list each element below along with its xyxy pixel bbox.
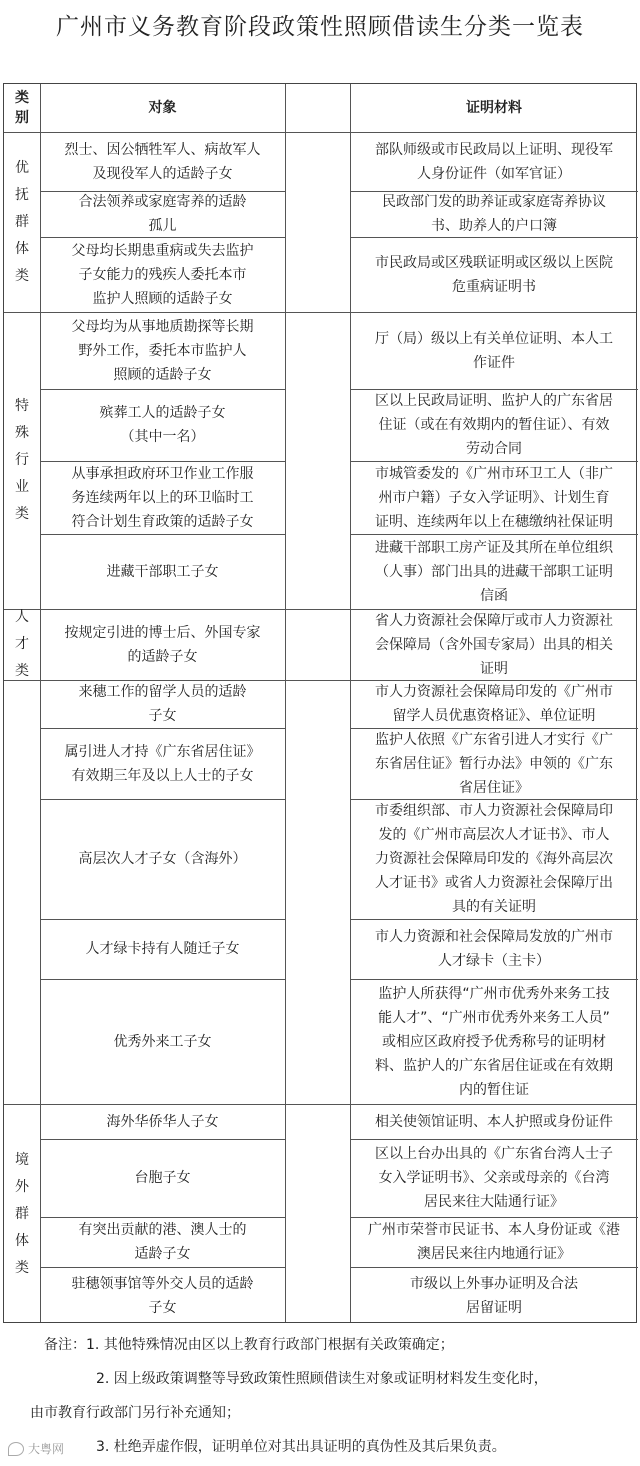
watermark	[8, 1440, 64, 1457]
target-cell: 来穗工作的留学人员的适龄 子女	[78, 684, 247, 724]
header-proof: 证明材料	[466, 100, 522, 116]
target-cell: 烈士、因公牺牲军人、病故军人 及现役军人的适龄子女	[64, 141, 261, 182]
note-2a: 2. 因上级政策调整等导致政策性照顾借读生对象或证明材料发生变化时，	[96, 1371, 548, 1387]
target-cell: 优秀外来工子女	[113, 1033, 212, 1050]
category-label: 境 外 群 体 类	[15, 1151, 29, 1276]
category-label	[4, 680, 40, 1104]
divider-middle-left	[285, 84, 286, 1322]
page-title: 广州市义务教育阶段政策性照顾借读生分类一览表	[56, 14, 584, 40]
target-cell: 父母均长期患重病或失去监护 子女能力的残疾人委托本市 监护人照顾的适龄子女	[71, 242, 254, 307]
watermark-text: 大粤网	[28, 1442, 65, 1456]
category-label: 特 殊 行 业 类	[15, 398, 29, 522]
proof-cell: 市委组织部、市人力资源社会保障局印 发的《广州市高层次人才证书》、市人 力资源社会保障局印发的《海外高层次 人才证书》或省人力资源社会保障厅出 具的有关证明	[375, 803, 613, 915]
policy-table	[3, 83, 637, 1323]
target-cell: 进藏干部职工子女	[106, 563, 219, 580]
proof-cell: 民政部门发的助养证或家庭寄养协议 书、助养人的户口簿	[382, 194, 606, 234]
header-category: 类 别	[15, 90, 29, 126]
target-cell: 合法领养或家庭寄养的适龄 孤儿	[78, 194, 247, 234]
note-3: 3. 杜绝弄虚作假，证明单位对其出具证明的真伪性及其后果负责。	[96, 1439, 506, 1455]
note-1: 备注：1. 其他特殊情况由区以上教育行政部门根据有关政策确定；	[44, 1337, 454, 1353]
target-cell: 殡葬工人的适龄子女 （其中一名）	[99, 405, 226, 445]
proof-cell: 市级以上外事办证明及合法 居留证明	[410, 1275, 578, 1316]
proof-cell: 区以上台办出具的《广东省台湾人士子 女入学证明书》、父亲或母亲的《台湾 居民来往大陆通行证》	[375, 1146, 613, 1210]
proof-cell: 省人力资源社会保障厅或市人力资源社 会保障局（含外国专家局）出具的相关 证明	[375, 612, 613, 677]
watermark-logo-icon	[8, 1442, 24, 1456]
target-cell: 驻穗领事馆等外交人员的适龄 子女	[71, 1275, 254, 1316]
proof-cell: 区以上民政局证明、监护人的广东省居 住证（或在有效期内的暂住证）、有效 劳动合同	[375, 393, 613, 457]
proof-cell: 广州市荣誉市民证书、本人身份证或《港 澳居民来往内地通行证》	[368, 1222, 620, 1262]
proof-cell: 市人力资源和社会保障局发放的广州市 人才绿卡（主卡）	[375, 929, 613, 969]
category-label: 人 才 类	[15, 609, 29, 679]
proof-cell: 进藏干部职工房产证及其所在单位组织 （人事）部门出具的进藏干部职工证明 信函	[375, 539, 613, 604]
proof-cell: 市城管委发的《广州市环卫工人（非广 州市户籍）子女入学证明》、计划生育 证明、连续两年以上在穗缴纳社保证明	[375, 465, 613, 530]
proof-cell: 相关使领馆证明、本人护照或身份证件	[375, 1113, 613, 1130]
proof-cell: 市人力资源社会保障局印发的《广州市 留学人员优惠资格证》、单位证明	[375, 684, 613, 724]
target-cell: 有突出贡献的港、澳人士的 适龄子女	[78, 1222, 247, 1262]
target-cell: 人才绿卡持有人随迁子女	[85, 941, 240, 957]
target-cell: 高层次人才子女（含海外）	[78, 851, 247, 867]
target-cell: 从事承担政府环卫作业工作服 务连续两年以上的环卫临时工 符合计划生育政策的适龄子女	[71, 465, 254, 530]
proof-cell: 部队师级或市民政局以上证明、现役军 人身份证件（如军官证）	[375, 141, 613, 182]
proof-cell: 监护人所获得“广州市优秀外来务工技 能人才”、“广州市优秀外来务工人员” 或相应区政府授予优秀称号的证明材 料、监护人的广东省居住证或在有效期 内的暂住证	[375, 985, 613, 1098]
category-label: 优 抚 群 体 类	[15, 159, 29, 284]
proof-cell: 监护人依照《广东省引进人才实行《广 东省居住证》暂行办法》申领的《广东 省居住证》	[375, 731, 613, 796]
target-cell: 海外华侨华人子女	[106, 1113, 219, 1130]
target-cell: 父母均为从事地质勘探等长期 野外工作，委托本市监护人 照顾的适龄子女	[71, 318, 254, 383]
header-target: 对象	[148, 100, 177, 116]
target-cell: 台胞子女	[134, 1170, 191, 1186]
note-2b: 由市教育行政部门另行补充通知；	[30, 1405, 240, 1421]
target-cell: 属引进人才持《广东省居住证》 有效期三年及以上人士的子女	[64, 743, 261, 784]
target-cell: 按规定引进的博士后、外国专家 的适龄子女	[64, 624, 261, 665]
proof-cell: 厅（局）级以上有关单位证明、本人工 作证件	[375, 330, 613, 371]
proof-cell: 市民政局或区残联证明或区级以上医院 危重病证明书	[375, 254, 613, 295]
